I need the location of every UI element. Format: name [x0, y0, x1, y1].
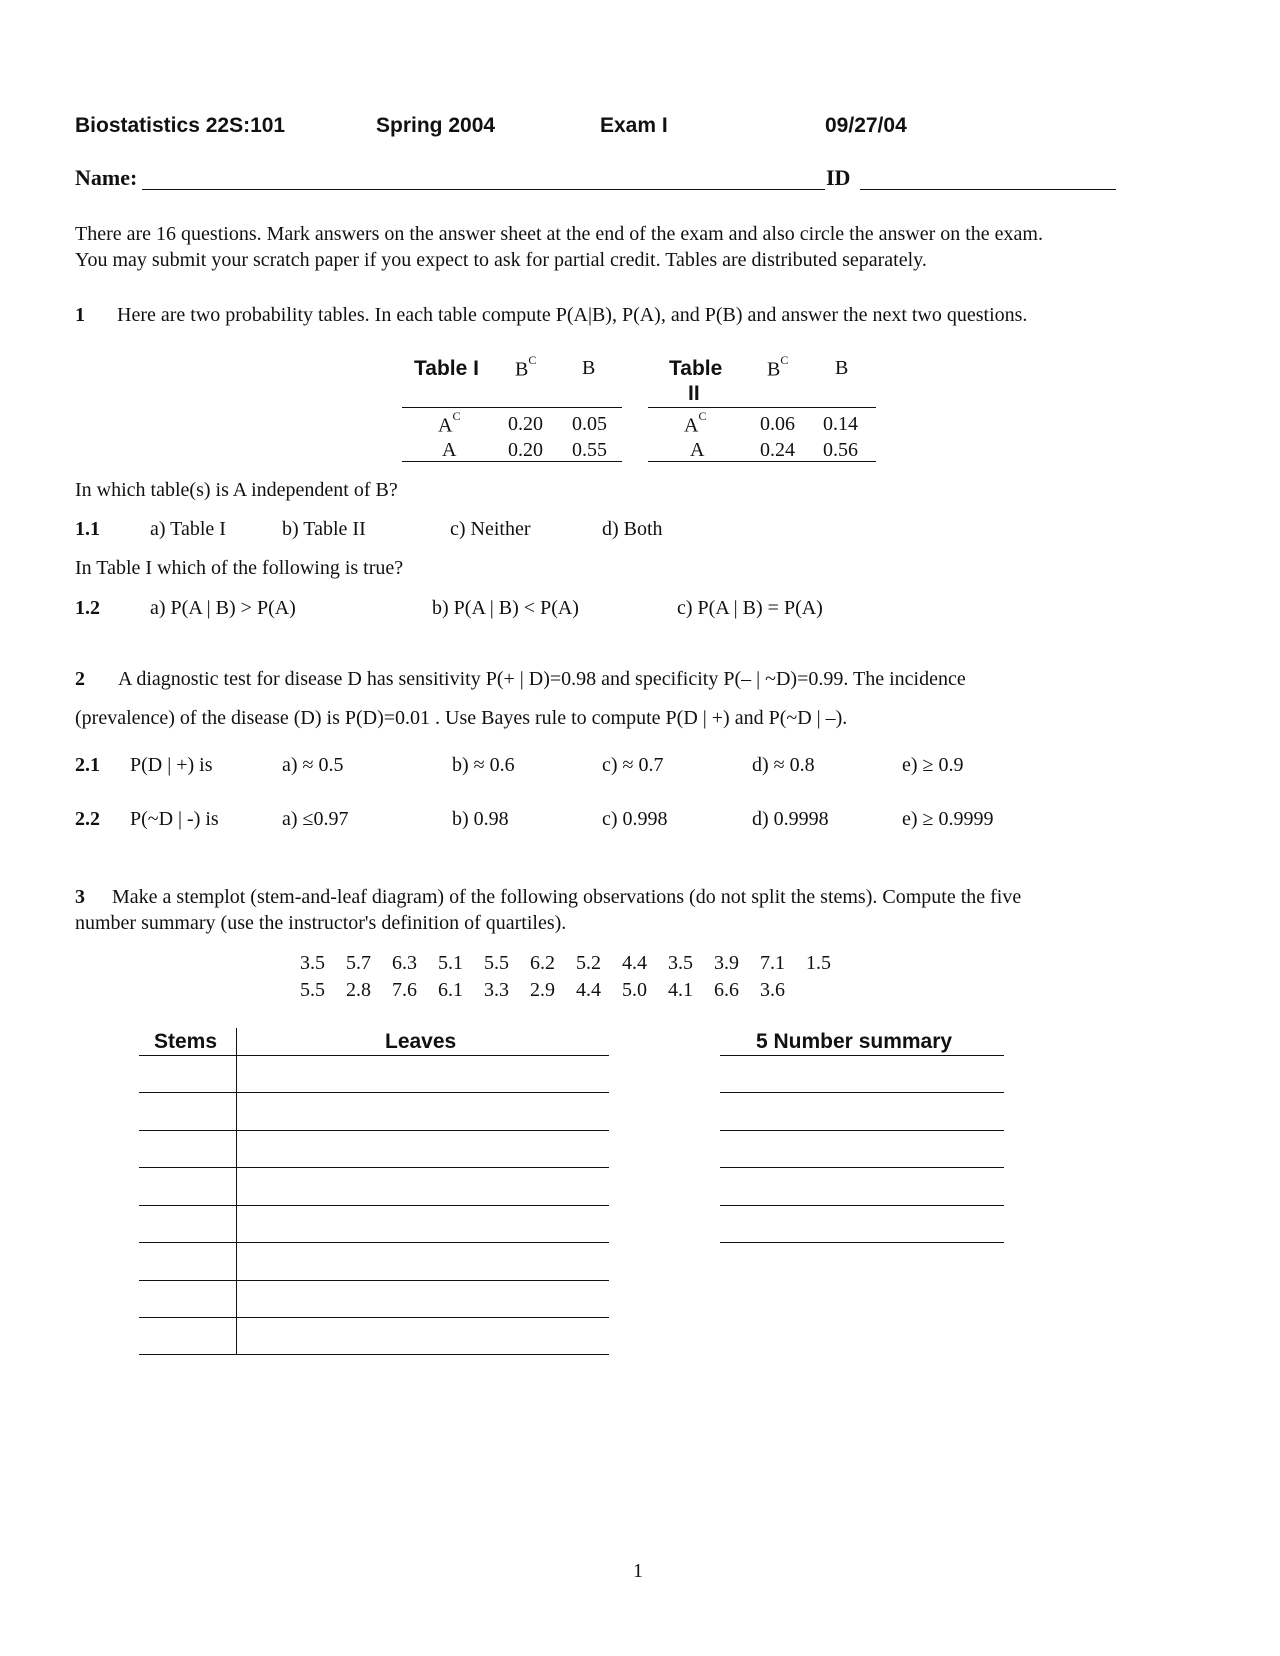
observation: 2.8 [346, 979, 371, 1001]
summary-line[interactable] [720, 1242, 1004, 1243]
q2-1-option-a[interactable]: a) ≈ 0.5 [282, 754, 344, 776]
table-2-row-ac: $A^C$ [684, 409, 707, 437]
q2-2-option-b[interactable]: b) 0.98 [452, 808, 509, 830]
q3-line-1: Make a stemplot (stem-and-leaf diagram) of the following observations (do not split the stems). Compute the five [112, 886, 1022, 908]
q2-2-stem: P(~D | -) is [130, 808, 219, 830]
q2-2-option-e[interactable]: e) ≥ 0.9999 [902, 808, 994, 830]
observation: 3.3 [484, 979, 509, 1001]
table-2-cell: 0.14 [823, 413, 858, 435]
table-2-title-line-2: II [688, 382, 700, 405]
summary-rule [720, 1055, 1004, 1056]
stemplot-row[interactable] [139, 1205, 609, 1206]
q2-1-label: 2.1 [75, 754, 100, 776]
q3-number: 3 [75, 886, 85, 908]
summary-line[interactable] [720, 1092, 1004, 1093]
summary-header: 5 Number summary [756, 1030, 953, 1053]
table-1-row-a: A [442, 439, 457, 461]
table-1-cell: 0.20 [508, 413, 543, 435]
exam-title: Exam I [600, 114, 668, 137]
q1-1-option-b[interactable]: b) Table II [282, 518, 366, 540]
q1-2-option-a[interactable]: a) P(A | B) > P(A) [150, 597, 296, 619]
observation: 4.4 [576, 979, 601, 1001]
table-1-col-bc: $B^C$ [515, 353, 537, 381]
summary-line[interactable] [720, 1167, 1004, 1168]
table-1-top-rule [402, 407, 622, 408]
table-2-cell: 0.56 [823, 439, 858, 461]
exam-date: 09/27/04 [825, 114, 907, 137]
table-2-cell: 0.06 [760, 413, 795, 435]
q2-2-option-c[interactable]: c) 0.998 [602, 808, 668, 830]
table-2-top-rule [648, 407, 876, 408]
q1-1-prompt: In which table(s) is A independent of B? [75, 479, 398, 501]
stems-header: Stems [154, 1030, 218, 1053]
observation: 3.5 [300, 952, 325, 974]
q1-1-option-c[interactable]: c) Neither [450, 518, 531, 540]
q2-1-option-b[interactable]: b) ≈ 0.6 [452, 754, 515, 776]
id-field[interactable] [860, 165, 1116, 190]
name-label: Name: [75, 165, 138, 190]
q1-1-option-a[interactable]: a) Table I [150, 518, 226, 540]
page-number: 1 [633, 1560, 643, 1582]
q1-2-label: 1.2 [75, 597, 100, 619]
table-1-col-b: B [582, 357, 596, 379]
q1-2-option-c[interactable]: c) P(A | B) = P(A) [677, 597, 823, 619]
q1-number: 1 [75, 304, 85, 326]
term: Spring 2004 [376, 114, 496, 137]
observation: 5.5 [484, 952, 509, 974]
q3-data-row-2 [300, 979, 806, 1002]
table-2-title: Table [669, 357, 723, 380]
q1-1-label: 1.1 [75, 518, 100, 540]
observation: 4.4 [622, 952, 647, 974]
summary-line[interactable] [720, 1205, 1004, 1206]
table-1-cell: 0.55 [572, 439, 607, 461]
observation: 3.9 [714, 952, 739, 974]
stemplot-row[interactable] [139, 1280, 609, 1281]
observation: 4.1 [668, 979, 693, 1001]
table-2-row-a: A [690, 439, 705, 461]
observation: 5.7 [346, 952, 371, 974]
observation: 6.1 [438, 979, 463, 1001]
table-1-bottom-rule [402, 461, 622, 462]
q3-data-row-1 [300, 952, 852, 975]
id-label: ID [826, 165, 851, 190]
observation: 3.6 [760, 979, 785, 1001]
instructions-line-2: You may submit your scratch paper if you expect to ask for partial credit. Tables are distributed separately. [75, 249, 927, 271]
table-2-bottom-rule [648, 461, 876, 462]
observation: 7.1 [760, 952, 785, 974]
name-field[interactable] [142, 165, 825, 190]
q1-text: Here are two probability tables. In each table compute P(A|B), P(A), and P(B) and answer the next two questions. [117, 304, 1028, 326]
stemplot-rule [139, 1055, 609, 1056]
course-title: Biostatistics 22S:101 [75, 114, 286, 137]
observation: 2.9 [530, 979, 555, 1001]
q2-1-option-e[interactable]: e) ≥ 0.9 [902, 754, 964, 776]
table-1-cell: 0.05 [572, 413, 607, 435]
q2-1-option-d[interactable]: d) ≈ 0.8 [752, 754, 815, 776]
stemplot-row[interactable] [139, 1317, 609, 1318]
table-2-col-b: B [835, 357, 849, 379]
observation: 6.2 [530, 952, 555, 974]
stemplot-row[interactable] [139, 1092, 609, 1093]
leaves-header: Leaves [385, 1030, 457, 1053]
observation: 5.0 [622, 979, 647, 1001]
q2-1-option-c[interactable]: c) ≈ 0.7 [602, 754, 664, 776]
instructions-line-1: There are 16 questions. Mark answers on the answer sheet at the end of the exam and also circle the answer on the exam. [75, 223, 1043, 245]
stem-divider [236, 1028, 237, 1354]
q1-2-prompt: In Table I which of the following is true? [75, 557, 404, 579]
observation: 6.6 [714, 979, 739, 1001]
summary-line[interactable] [720, 1130, 1004, 1131]
observation: 3.5 [668, 952, 693, 974]
stemplot-row[interactable] [139, 1354, 609, 1355]
observation: 5.5 [300, 979, 325, 1001]
q1-2-option-b[interactable]: b) P(A | B) < P(A) [432, 597, 579, 619]
observation: 7.6 [392, 979, 417, 1001]
q2-number: 2 [75, 668, 85, 690]
q1-1-option-d[interactable]: d) Both [602, 518, 663, 540]
observation: 6.3 [392, 952, 417, 974]
observation: 5.2 [576, 952, 601, 974]
q2-2-option-d[interactable]: d) 0.9998 [752, 808, 829, 830]
q2-1-stem: P(D | +) is [130, 754, 213, 776]
stemplot-row[interactable] [139, 1130, 609, 1131]
q2-2-label: 2.2 [75, 808, 100, 830]
stemplot-row[interactable] [139, 1242, 609, 1243]
table-1-cell: 0.20 [508, 439, 543, 461]
q2-line-2: (prevalence) of the disease (D) is P(D)=0.01 . Use Bayes rule to compute P(D | +) and P(~D | –). [75, 707, 848, 729]
q2-line-1: A diagnostic test for disease D has sensitivity P(+ | D)=0.98 and specificity P(– | ~D)=0.99. The incidence [118, 668, 966, 690]
q2-2-option-a[interactable]: a) ≤0.97 [282, 808, 349, 830]
table-2-col-bc: $B^C$ [767, 353, 789, 381]
table-1-row-ac: $A^C$ [438, 409, 461, 437]
observation: 5.1 [438, 952, 463, 974]
stemplot-row[interactable] [139, 1167, 609, 1168]
observation: 1.5 [806, 952, 831, 974]
table-2-cell: 0.24 [760, 439, 795, 461]
table-1-title: Table I [414, 357, 479, 380]
q3-line-2: number summary (use the instructor's definition of quartiles). [75, 912, 567, 934]
